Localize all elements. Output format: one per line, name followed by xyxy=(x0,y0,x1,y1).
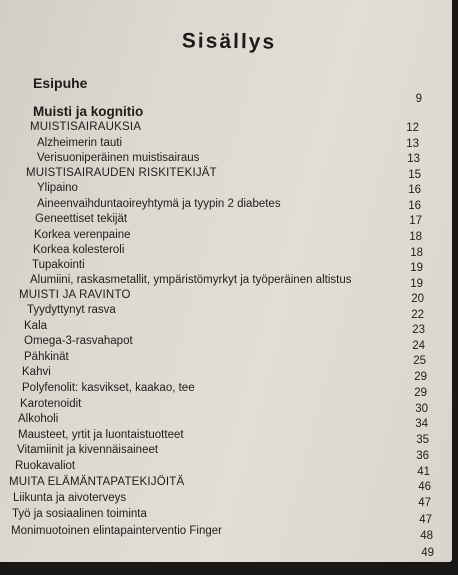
toc-entry-page: 29 xyxy=(414,387,427,399)
toc-entry-page: 19 xyxy=(410,262,423,274)
toc-entry-title: MUISTISAIRAUDEN RISKITEKIJÄT xyxy=(26,167,217,179)
toc-entry-page: 20 xyxy=(411,293,424,305)
toc-entry-page: 19 xyxy=(410,278,423,290)
toc-entry-title: Tyydyttynyt rasva xyxy=(27,304,116,316)
toc-entry-page: 9 xyxy=(415,93,422,105)
toc-entry-page: 30 xyxy=(415,403,428,415)
toc-entry-title: Alumiini, raskasmetallit, ympäristömyrkyt ja työperäinen altistus xyxy=(30,274,352,286)
toc-entry-page: 23 xyxy=(412,324,425,336)
toc-entry-title: Vitamiinit ja kivennäisaineet xyxy=(17,444,159,456)
toc-entry-title: Työ ja sosiaalinen toiminta xyxy=(12,508,147,520)
toc-entry-title: Polyfenolit: kasvikset, kaakao, tee xyxy=(22,382,195,394)
toc-entry-title: Karotenoidit xyxy=(20,398,82,410)
toc-entry-page: 25 xyxy=(413,355,426,367)
toc-entry-title: Aineenvaihduntaoireyhtymä ja tyypin 2 diabetes xyxy=(37,198,281,210)
toc-entry-page: 35 xyxy=(416,434,429,446)
toc-entry-page: 49 xyxy=(421,547,434,559)
toc-entry-page: 22 xyxy=(411,309,424,321)
toc-entry-page: 47 xyxy=(419,514,432,526)
toc-entry-page: 15 xyxy=(408,169,421,181)
toc-entry-title: Pähkinät xyxy=(24,351,69,363)
toc-entry-page: 47 xyxy=(418,497,431,509)
toc-entry-title: Ylipaino xyxy=(37,182,78,194)
toc-entry-title: Esipuhe xyxy=(33,75,88,91)
toc-entry-page: 41 xyxy=(417,466,430,478)
toc-entry-title: Geneettiset tekijät xyxy=(35,213,128,225)
toc-entry-title: Alzheimerin tauti xyxy=(37,137,123,149)
toc-entry-title: Mausteet, yrtit ja luontaistuotteet xyxy=(18,429,184,441)
toc-entry-title: Ruokavaliot xyxy=(15,460,76,472)
toc-entry-page: 12 xyxy=(406,122,419,134)
toc-entry-page: 29 xyxy=(414,371,427,383)
toc-entry-title: Verisuoniperäinen muistisairaus xyxy=(37,152,200,164)
toc-entry-title: Muisti ja kognitio xyxy=(33,104,144,119)
toc-entry-title: Monimuotoinen elintapainterventio Finger xyxy=(11,525,222,537)
toc-entry-title: MUISTI JA RAVINTO xyxy=(19,289,131,301)
toc-entry-page: 46 xyxy=(418,481,431,493)
toc-entry-page: 34 xyxy=(415,418,428,430)
toc-entry-page: 16 xyxy=(408,200,421,212)
toc-entry-title: Kala xyxy=(24,320,48,332)
toc-entry-title: Tupakointi xyxy=(32,259,85,271)
toc-entry-page: 48 xyxy=(420,530,433,542)
toc-entry-title: Korkea kolesteroli xyxy=(33,244,125,256)
toc-entry-page: 17 xyxy=(409,215,422,227)
toc-entry-title: MUITA ELÄMÄNTAPATEKIJÖITÄ xyxy=(9,476,185,488)
toc-entry-page: 13 xyxy=(407,153,420,165)
toc-entry-page: 18 xyxy=(409,231,422,243)
toc-entry-page: 36 xyxy=(416,450,429,462)
toc-entry-page: 16 xyxy=(408,184,421,196)
toc-entry-title: Omega-3-rasvahapot xyxy=(24,335,133,347)
page-title: Sisällys xyxy=(181,29,277,54)
toc-entry-title: Liikunta ja aivoterveys xyxy=(13,492,127,504)
toc-entry-page: 24 xyxy=(412,340,425,352)
toc-entry-title: Kahvi xyxy=(22,366,51,378)
toc-entry-page: 18 xyxy=(410,247,423,259)
toc-entry-page: 13 xyxy=(406,138,419,150)
toc-entry-title: Alkoholi xyxy=(18,413,59,425)
toc-entry-title: Korkea verenpaine xyxy=(34,229,131,241)
toc-entry-title: MUISTISAIRAUKSIA xyxy=(30,121,142,133)
